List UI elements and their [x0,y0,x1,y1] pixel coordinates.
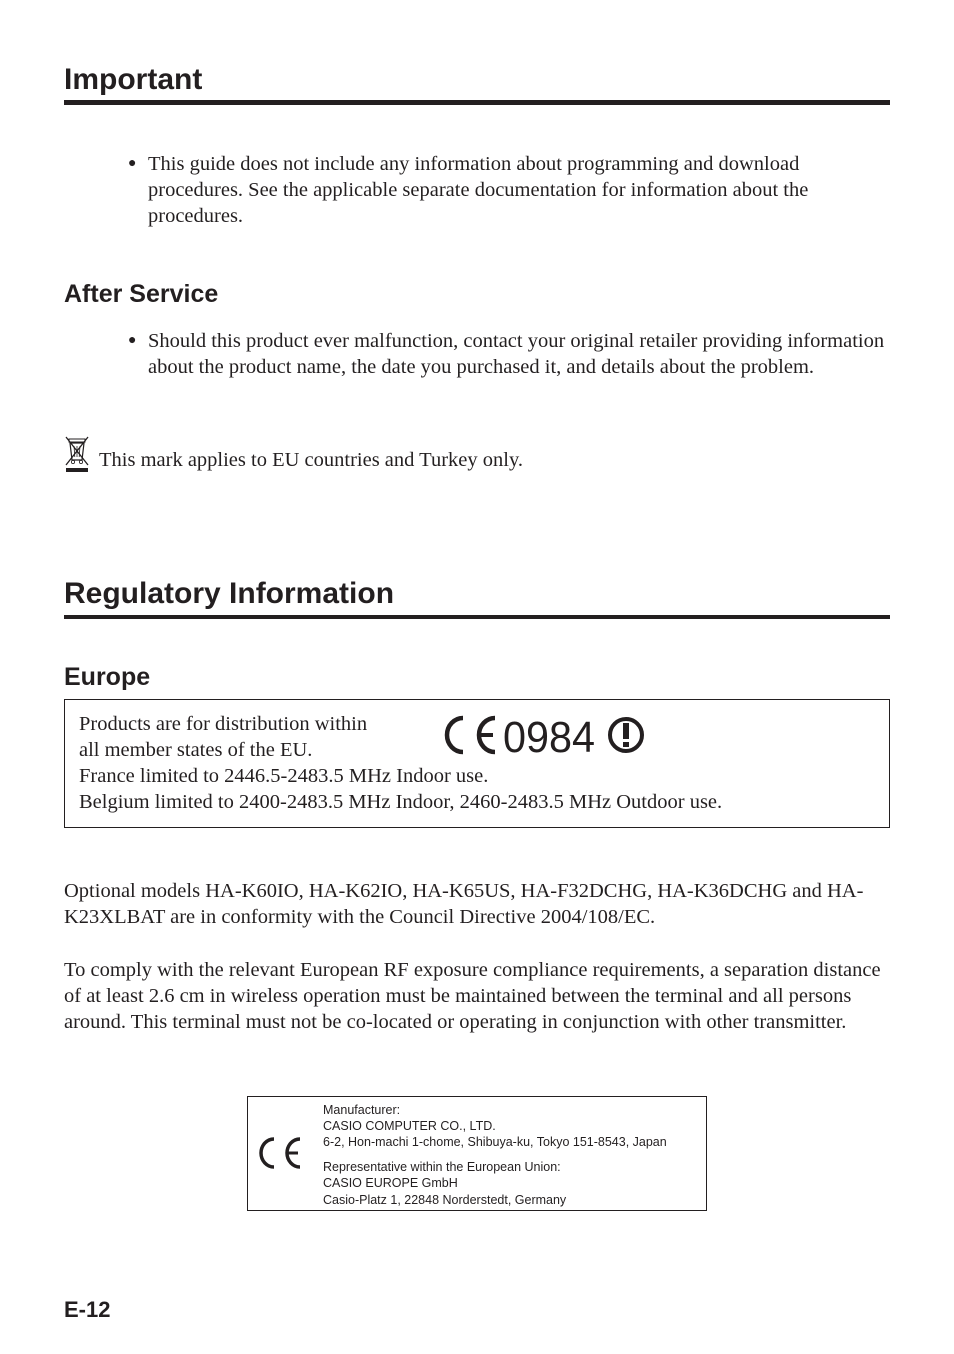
conformity-paragraph: Optional models HA-K60IO, HA-K62IO, HA-K65US, HA-F32DCHG, HA-K36DCHG and HA-K23XLBAT are in conformity with the Council Directive 2004/108/EC. [64,880,864,928]
europe-line: Belgium limited to 2400-2483.5 MHz Indoor, 2460-2483.5 MHz Outdoor use. [79,791,723,813]
regulatory-heading: Regulatory Information [64,577,395,610]
europe-heading: Europe [64,663,151,691]
heading-rule [64,100,890,105]
after-service-heading: After Service [64,280,219,308]
manufacturer-label: Manufacturer: [323,1103,401,1117]
after-service-bullet [128,328,888,380]
manufacturer-name: CASIO COMPUTER CO., LTD. [323,1119,496,1133]
after-service-bullet-text: Should this product ever malfunction, contact your original retailer providing information about the product name, the date you purchased it, and details about the problem. [148,330,885,378]
important-bullet-text: This guide does not include any information about programming and download procedures. See the applicable separate documentation for information about the procedures. [148,153,809,227]
alert-icon [623,723,629,739]
representative-label: Representative within the European Union: [323,1160,561,1174]
manufacturer-address: 6-2, Hon-machi 1-chome, Shibuya-ku, Tokyo 151-8543, Japan [323,1135,667,1149]
crossed-bin-icon [64,436,90,474]
ce-alert-mark [441,710,651,760]
representative-address: Casio-Platz 1, 22848 Norderstedt, Germany [323,1193,567,1207]
important-heading: Important [64,63,203,96]
bullet-dot: ● [128,333,137,348]
rf-exposure-paragraph: To comply with the relevant European RF exposure compliance requirements, a separation distance of at least 2.6 cm in wireless operation must be maintained between the terminal and all persons around. This terminal must not be co-located or operating in conjunction with other transmitter. [64,959,881,1033]
europe-line: Products are for distribution within [79,713,368,735]
bullet-dot: ● [128,156,137,171]
europe-notice-box [64,699,890,828]
ce-mark-icon [254,1133,304,1173]
weee-note: This mark applies to EU countries and Turkey only. [99,449,523,471]
representative-name: CASIO EUROPE GmbH [323,1176,458,1190]
manufacturer-box [247,1096,707,1211]
important-bullet [128,151,888,229]
europe-line: France limited to 2446.5-2483.5 MHz Indoor use. [79,765,489,787]
europe-line: all member states of the EU. [79,739,313,761]
notified-body-number: 0984 [503,713,595,760]
heading-rule [64,615,890,619]
ce-mark-icon [441,710,651,760]
page-number: E-12 [64,1297,111,1322]
